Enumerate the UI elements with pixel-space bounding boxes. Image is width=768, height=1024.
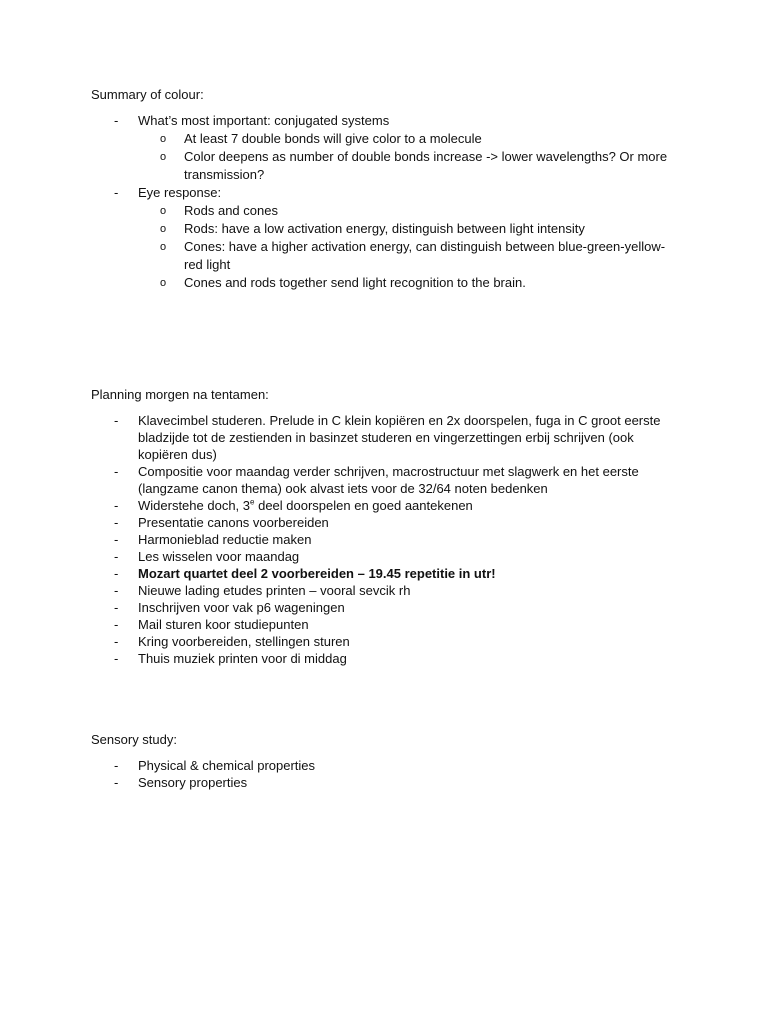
- sub-item-text: At least 7 double bonds will give color to a molecule: [184, 131, 482, 146]
- list-item-text: Inschrijven voor vak p6 wageningen: [138, 600, 345, 615]
- list-item: [0, 548, 768, 565]
- sub-list-item: [0, 238, 768, 274]
- list-item-text: Eye response:: [138, 185, 222, 200]
- circle-bullet: o: [160, 151, 167, 163]
- list-item-text: Sensory properties: [138, 775, 248, 790]
- list-item: [0, 616, 768, 633]
- circle-bullet: o: [160, 277, 167, 289]
- dash-bullet: -: [114, 566, 119, 581]
- sub-list-item: [0, 202, 768, 220]
- sub-list-item: [0, 220, 768, 238]
- list-item-text: [138, 497, 668, 514]
- list-item-text: What’s most important: conjugated systems: [138, 113, 390, 128]
- superscript: e: [250, 497, 255, 507]
- list-item-text: Thuis muziek printen voor di middag: [138, 651, 347, 666]
- planning-list: [0, 412, 768, 667]
- dash-bullet: -: [114, 498, 119, 513]
- dash-bullet: -: [114, 464, 119, 479]
- list-item: [0, 531, 768, 548]
- list-item-text: Compositie voor maandag verder schrijven, macrostructuur met slagwerk en het eerste (langzame canon thema) ook alvast iets voor de 32/64 noten bedenken: [138, 464, 639, 496]
- dash-bullet: -: [114, 758, 119, 773]
- list-item-text: Physical & chemical properties: [138, 758, 316, 773]
- list-item-text: Les wisselen voor maandag: [138, 549, 300, 564]
- dash-bullet: -: [114, 617, 119, 632]
- sub-list-item: [0, 274, 768, 292]
- sub-list-item: [0, 148, 768, 184]
- list-item: [0, 565, 768, 582]
- section-heading-colour: Summary of colour:: [91, 87, 204, 102]
- sensory-list: [0, 757, 768, 791]
- list-item: [0, 599, 768, 616]
- list-item-text: Kring voorbereiden, stellingen sturen: [138, 634, 350, 649]
- list-item: [0, 497, 768, 514]
- sub-item-text: Cones: have a higher activation energy, can distinguish between blue-green-yellow-red light: [184, 239, 666, 272]
- list-item-text: Mail sturen koor studiepunten: [138, 617, 309, 632]
- list-item: [0, 757, 768, 774]
- list-item: [0, 184, 768, 292]
- circle-bullet: o: [160, 133, 167, 145]
- circle-bullet: o: [160, 223, 167, 235]
- section-heading-planning: Planning morgen na tentamen:: [91, 387, 269, 402]
- list-item: [0, 633, 768, 650]
- list-item-text: Klavecimbel studeren. Prelude in C klein kopiëren en 2x doorspelen, fuga in C groot eerste bladzijde tot de zestienden in basinzet studeren en vingerzettingen erbij schrijven (ook kopiëren dus): [138, 413, 661, 462]
- section-heading-sensory: Sensory study:: [91, 732, 177, 747]
- dash-bullet: -: [114, 532, 119, 547]
- dash-bullet: -: [114, 549, 119, 564]
- dash-bullet: -: [114, 583, 119, 598]
- list-item: [0, 514, 768, 531]
- list-item-text: Presentatie canons voorbereiden: [138, 515, 329, 530]
- list-item: [0, 112, 768, 184]
- sub-list: [0, 130, 768, 184]
- dash-bullet: -: [114, 515, 119, 530]
- list-item-text-part: deel doorspelen en goed aantekenen: [258, 498, 473, 513]
- list-item-text-part: Widerstehe doch, 3: [138, 498, 251, 513]
- sub-item-text: Rods: have a low activation energy, distinguish between light intensity: [184, 221, 585, 236]
- dash-bullet: -: [114, 600, 119, 615]
- dash-bullet: -: [114, 185, 119, 200]
- sub-list: [0, 202, 768, 292]
- dash-bullet: -: [114, 113, 119, 128]
- colour-list: [0, 112, 768, 292]
- list-item: [0, 463, 768, 497]
- list-item-text-bold: Mozart quartet deel 2 voorbereiden – 19.45 repetitie in utr!: [138, 566, 496, 581]
- sub-item-text: Color deepens as number of double bonds increase -> lower wavelengths? Or more transmission?: [184, 149, 668, 182]
- list-item: [0, 582, 768, 599]
- list-item-text: Nieuwe lading etudes printen – vooral sevcik rh: [138, 583, 411, 598]
- list-item: [0, 774, 768, 791]
- list-item: [0, 650, 768, 667]
- list-item-text: Harmonieblad reductie maken: [138, 532, 312, 547]
- circle-bullet: o: [160, 241, 167, 253]
- list-item: [0, 412, 768, 463]
- dash-bullet: -: [114, 775, 119, 790]
- circle-bullet: o: [160, 205, 167, 217]
- sub-item-text: Rods and cones: [184, 203, 278, 218]
- dash-bullet: -: [114, 634, 119, 649]
- sub-list-item: [0, 130, 768, 148]
- dash-bullet: -: [114, 651, 119, 666]
- sub-item-text: Cones and rods together send light recognition to the brain.: [184, 275, 526, 290]
- dash-bullet: -: [114, 413, 119, 428]
